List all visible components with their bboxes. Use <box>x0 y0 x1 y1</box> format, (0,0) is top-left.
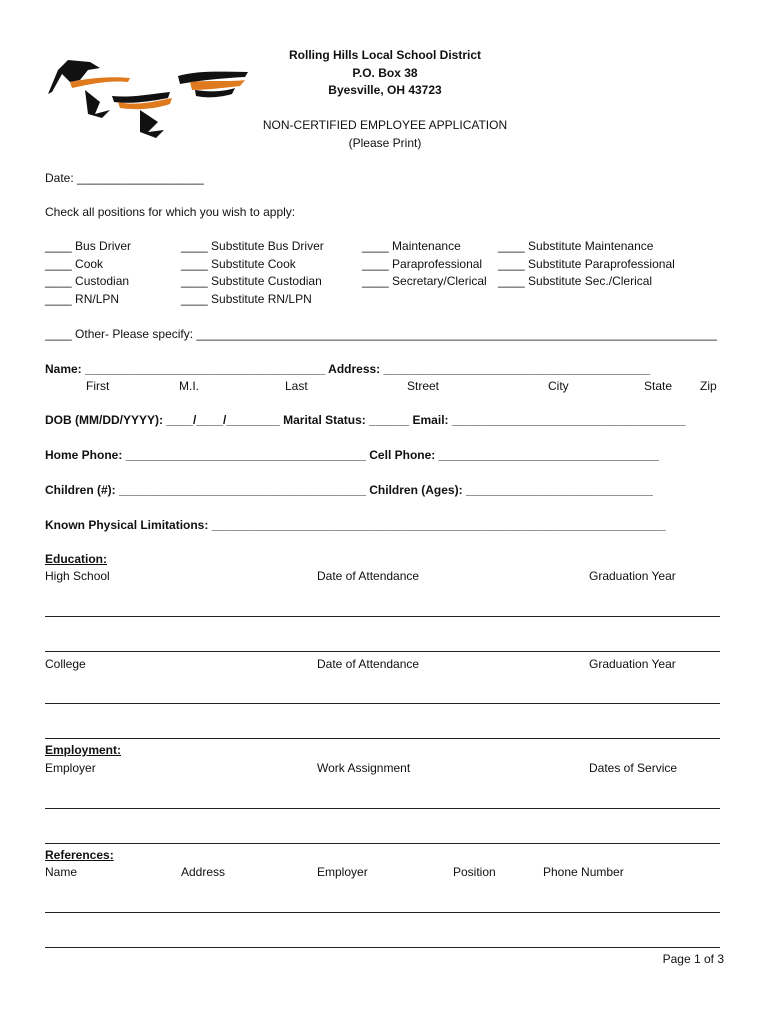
education-col-date: Date of Attendance <box>317 569 420 583</box>
references-col-position: Position <box>453 865 496 879</box>
entry-line[interactable] <box>45 912 720 913</box>
district-name: Rolling Hills Local School District <box>288 48 482 62</box>
position-option[interactable]: ____ Secretary/Clerical <box>362 274 487 288</box>
position-option[interactable]: ____ Substitute Custodian <box>181 274 322 288</box>
employment-col-dates: Dates of Service <box>589 761 678 775</box>
dob-marital-email-field[interactable]: DOB (MM/DD/YYYY): ____/____/________ Marital Status: ______ Email: ___________________________________ <box>45 413 686 427</box>
name-sub-mi: M.I. <box>179 379 199 393</box>
entry-line[interactable] <box>45 738 720 739</box>
education-col-grad-year: Graduation Year <box>589 569 676 583</box>
position-option[interactable]: ____ RN/LPN <box>45 292 120 306</box>
education-col-college: College <box>45 657 86 671</box>
position-option[interactable]: ____ Cook <box>45 257 104 271</box>
address-sub-street: Street <box>407 379 440 393</box>
education-col-high-school: High School <box>45 569 110 583</box>
position-option[interactable]: ____ Substitute Cook <box>181 257 296 271</box>
district-city: Byesville, OH 43723 <box>328 83 442 97</box>
employment-col-work-assignment: Work Assignment <box>317 761 411 775</box>
references-col-employer: Employer <box>317 865 368 879</box>
references-col-phone: Phone Number <box>543 865 624 879</box>
name-sub-last: Last <box>285 379 308 393</box>
physical-limitations-field[interactable]: Known Physical Limitations: ____________________________________________________________________ <box>45 518 666 532</box>
references-col-name: Name <box>45 865 78 879</box>
position-option[interactable]: ____ Paraprofessional <box>362 257 483 271</box>
education-col-grad-year: Graduation Year <box>589 657 676 671</box>
form-title: NON-CERTIFIED EMPLOYEE APPLICATION <box>262 118 508 132</box>
date-field[interactable]: Date: ___________________ <box>45 171 204 185</box>
name-sub-first: First <box>86 379 110 393</box>
position-option[interactable]: ____ Substitute Paraprofessional <box>498 257 675 271</box>
address-sub-state: State <box>644 379 673 393</box>
employment-col-employer: Employer <box>45 761 96 775</box>
position-instructions: Check all positions for which you wish to apply: <box>45 205 296 219</box>
position-option[interactable]: ____ Substitute Sec./Clerical <box>498 274 653 288</box>
employment-heading: Employment: <box>45 743 122 757</box>
children-field[interactable]: Children (#): _____________________________________ Children (Ages): ____________________________ <box>45 483 653 497</box>
entry-line[interactable] <box>45 808 720 809</box>
entry-line[interactable] <box>45 703 720 704</box>
position-option[interactable]: ____ Substitute Maintenance <box>498 239 654 253</box>
references-heading: References: <box>45 848 114 862</box>
address-sub-zip: Zip <box>700 379 717 393</box>
position-option[interactable]: ____ Maintenance <box>362 239 461 253</box>
entry-line[interactable] <box>45 843 720 844</box>
other-position-field[interactable]: ____ Other- Please specify: ______________________________________________________________________________ <box>45 327 717 341</box>
position-option[interactable]: ____ Bus Driver <box>45 239 132 253</box>
district-box: P.O. Box 38 <box>352 66 418 80</box>
references-col-address: Address <box>181 865 226 879</box>
form-note: (Please Print) <box>348 136 422 150</box>
name-address-field[interactable]: Name: ____________________________________ Address: ________________________________________ <box>45 362 651 376</box>
entry-line[interactable] <box>45 651 720 652</box>
education-col-date: Date of Attendance <box>317 657 420 671</box>
entry-line[interactable] <box>45 947 720 948</box>
address-sub-city: City <box>548 379 569 393</box>
education-heading: Education: <box>45 552 107 566</box>
phone-field[interactable]: Home Phone: ____________________________________ Cell Phone: _________________________________ <box>45 448 659 462</box>
position-option[interactable]: ____ Substitute RN/LPN <box>181 292 312 306</box>
entry-line[interactable] <box>45 616 720 617</box>
page-number: Page 1 of 3 <box>662 952 724 966</box>
position-option[interactable]: ____ Custodian <box>45 274 130 288</box>
position-option[interactable]: ____ Substitute Bus Driver <box>181 239 324 253</box>
